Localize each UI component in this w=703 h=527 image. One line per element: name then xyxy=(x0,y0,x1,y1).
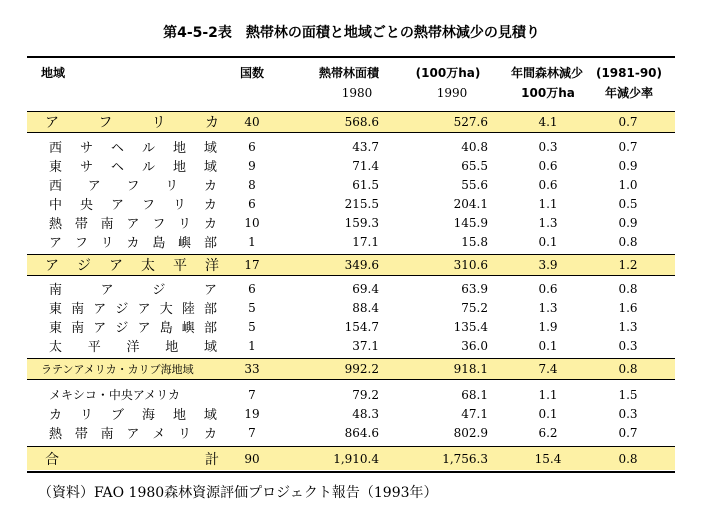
row-countries: 7 xyxy=(248,425,256,440)
row-area-1990: 204.1 xyxy=(453,196,488,211)
row-area-1980: 61.5 xyxy=(352,177,379,192)
row-name: 西 サ ヘ ル 地 域 xyxy=(49,141,217,156)
region-row-asia-pacific xyxy=(27,254,675,276)
row-countries: 6 xyxy=(248,196,256,211)
row-annual-loss: 0.1 xyxy=(538,338,558,353)
row-annual-loss: 1.1 xyxy=(538,196,558,211)
row-area-1990: 15.8 xyxy=(461,234,488,249)
row-area-1980: 349.6 xyxy=(344,258,379,272)
header-area-1980-label: 熱帯林面積 xyxy=(318,66,379,80)
table-row xyxy=(27,298,675,317)
row-name: カ リ ブ 海 地 域 xyxy=(49,408,217,423)
row-loss-rate: 0.5 xyxy=(618,196,638,211)
header-region: 地域 xyxy=(41,66,66,80)
row-name: 太 平 洋 地 域 xyxy=(49,340,217,355)
table-row xyxy=(27,279,675,298)
row-countries: 7 xyxy=(248,387,256,402)
header-loss-rate: 年減少率 xyxy=(604,86,653,100)
row-countries: 40 xyxy=(244,115,260,129)
row-area-1980: 992.2 xyxy=(344,362,379,376)
source-note: （資料）FAO 1980森林資源評価プロジェクト報告（1993年） xyxy=(38,485,438,501)
row-annual-loss: 1.3 xyxy=(538,215,558,230)
row-countries: 90 xyxy=(244,451,260,466)
row-loss-rate: 0.8 xyxy=(618,451,638,466)
row-area-1980: 69.4 xyxy=(352,281,379,296)
row-countries: 17 xyxy=(244,258,260,272)
row-annual-loss: 0.6 xyxy=(538,177,558,192)
row-name: ア フ リ カ 島 嶼 部 xyxy=(49,236,217,251)
table-header xyxy=(27,58,675,112)
row-area-1990: 1,756.3 xyxy=(442,451,488,466)
row-countries: 6 xyxy=(248,139,256,154)
row-loss-rate: 0.8 xyxy=(618,362,638,376)
row-area-1990: 63.9 xyxy=(461,281,488,296)
region-row-africa xyxy=(27,112,675,133)
row-area-1990: 68.1 xyxy=(461,387,488,402)
row-area-1990: 75.2 xyxy=(461,300,488,315)
row-area-1990: 65.5 xyxy=(461,158,488,173)
table-row xyxy=(27,213,675,232)
row-annual-loss: 15.4 xyxy=(534,451,562,466)
row-countries: 1 xyxy=(248,234,256,249)
table-row xyxy=(27,137,675,156)
header-period: (1981-90) xyxy=(595,66,663,80)
row-loss-rate: 0.7 xyxy=(618,425,638,440)
row-name: 合 計 xyxy=(45,451,219,468)
row-area-1990: 55.6 xyxy=(461,177,488,192)
row-area-1990: 40.8 xyxy=(461,139,488,154)
row-annual-loss: 4.1 xyxy=(538,115,558,129)
table-row xyxy=(27,336,675,355)
row-area-1980: 1,910.4 xyxy=(333,451,379,466)
row-area-1980: 79.2 xyxy=(352,387,379,402)
row-loss-rate: 1.6 xyxy=(618,300,638,315)
row-area-1990: 145.9 xyxy=(453,215,488,230)
row-loss-rate: 1.2 xyxy=(618,258,638,272)
row-loss-rate: 1.0 xyxy=(618,177,638,192)
table-row xyxy=(27,156,675,175)
row-loss-rate: 0.3 xyxy=(618,338,638,353)
row-area-1990: 310.6 xyxy=(453,258,488,272)
row-annual-loss: 1.3 xyxy=(538,300,558,315)
header-countries: 国数 xyxy=(239,66,264,80)
row-name: 熱 帯 南 ア フ リ カ xyxy=(49,217,217,232)
row-loss-rate: 0.3 xyxy=(618,406,638,421)
row-area-1990: 135.4 xyxy=(453,319,488,334)
row-area-1990: 47.1 xyxy=(461,406,488,421)
row-loss-rate: 1.3 xyxy=(618,319,638,334)
row-name: 西 ア フ リ カ xyxy=(49,179,217,194)
row-loss-rate: 0.8 xyxy=(618,281,638,296)
header-annual-loss: 年間森林減少 xyxy=(510,66,583,80)
row-annual-loss: 0.1 xyxy=(538,234,558,249)
row-area-1980: 48.3 xyxy=(352,406,379,421)
row-loss-rate: 0.7 xyxy=(618,115,638,129)
row-loss-rate: 0.7 xyxy=(618,139,638,154)
table-title: 第4-5-2表 熱帯林の面積と地域ごとの熱帯林減少の見積り xyxy=(163,25,540,41)
row-area-1980: 159.3 xyxy=(344,215,379,230)
row-countries: 19 xyxy=(244,406,260,421)
row-name: ア フ リ カ xyxy=(45,115,219,131)
row-name: 熱 帯 南 ア メ リ カ xyxy=(49,427,217,442)
table-row xyxy=(27,232,675,251)
row-area-1980: 71.4 xyxy=(352,158,379,173)
header-year-1990: 1990 xyxy=(436,86,468,100)
row-area-1980: 568.6 xyxy=(344,115,379,129)
row-name: 南 ア ジ ア xyxy=(49,283,217,298)
forest-table xyxy=(27,56,675,473)
row-name: メキシコ・中央アメリカ xyxy=(49,388,181,402)
row-countries: 9 xyxy=(248,158,256,173)
row-loss-rate: 0.9 xyxy=(618,158,638,173)
row-annual-loss: 0.1 xyxy=(538,406,558,421)
header-year-1980: 1980 xyxy=(341,86,373,100)
row-name: 中 央 ア フ リ カ xyxy=(49,198,217,213)
row-name: 東 南 ア ジ ア 島 嶼 部 xyxy=(49,321,217,336)
row-area-1990: 527.6 xyxy=(453,115,488,129)
row-countries: 33 xyxy=(244,362,260,376)
row-area-1980: 864.6 xyxy=(344,425,379,440)
row-loss-rate: 0.8 xyxy=(618,234,638,249)
row-countries: 6 xyxy=(248,281,256,296)
table-row xyxy=(27,404,675,423)
row-countries: 1 xyxy=(248,338,256,353)
row-area-1980: 154.7 xyxy=(344,319,379,334)
row-area-1980: 43.7 xyxy=(352,139,379,154)
row-annual-loss: 7.4 xyxy=(538,362,558,376)
row-countries: 10 xyxy=(244,215,260,230)
table-row xyxy=(27,175,675,194)
table-row xyxy=(27,317,675,336)
header-loss-unit: 100万ha xyxy=(521,86,575,100)
row-loss-rate: 0.9 xyxy=(618,215,638,230)
row-countries: 8 xyxy=(248,177,256,192)
row-area-1980: 88.4 xyxy=(352,300,379,315)
row-annual-loss: 1.9 xyxy=(538,319,558,334)
row-name: ラテンアメリカ・カリブ海地域 xyxy=(41,363,194,376)
row-area-1980: 37.1 xyxy=(352,338,379,353)
table-row xyxy=(27,423,675,442)
header-unit: (100万ha) xyxy=(415,66,481,80)
row-name: 東 南 ア ジ ア 大 陸 部 xyxy=(49,302,217,317)
row-area-1990: 918.1 xyxy=(453,362,488,376)
row-area-1990: 802.9 xyxy=(453,425,488,440)
row-name: ア ジ ア 太 平 洋 xyxy=(45,258,219,274)
row-countries: 5 xyxy=(248,319,256,334)
row-name: 東 サ ヘ ル 地 域 xyxy=(49,160,217,175)
row-annual-loss: 3.9 xyxy=(538,258,558,272)
row-countries: 5 xyxy=(248,300,256,315)
row-area-1980: 17.1 xyxy=(352,234,379,249)
row-area-1990: 36.0 xyxy=(461,338,488,353)
region-row-latin-america xyxy=(27,358,675,380)
table-row xyxy=(27,385,675,404)
row-annual-loss: 6.2 xyxy=(538,425,558,440)
total-row xyxy=(27,446,675,470)
row-area-1980: 215.5 xyxy=(344,196,379,211)
row-annual-loss: 0.6 xyxy=(538,281,558,296)
row-annual-loss: 1.1 xyxy=(538,387,558,402)
row-loss-rate: 1.5 xyxy=(618,387,638,402)
row-annual-loss: 0.6 xyxy=(538,158,558,173)
row-annual-loss: 0.3 xyxy=(538,139,558,154)
table-row xyxy=(27,194,675,213)
